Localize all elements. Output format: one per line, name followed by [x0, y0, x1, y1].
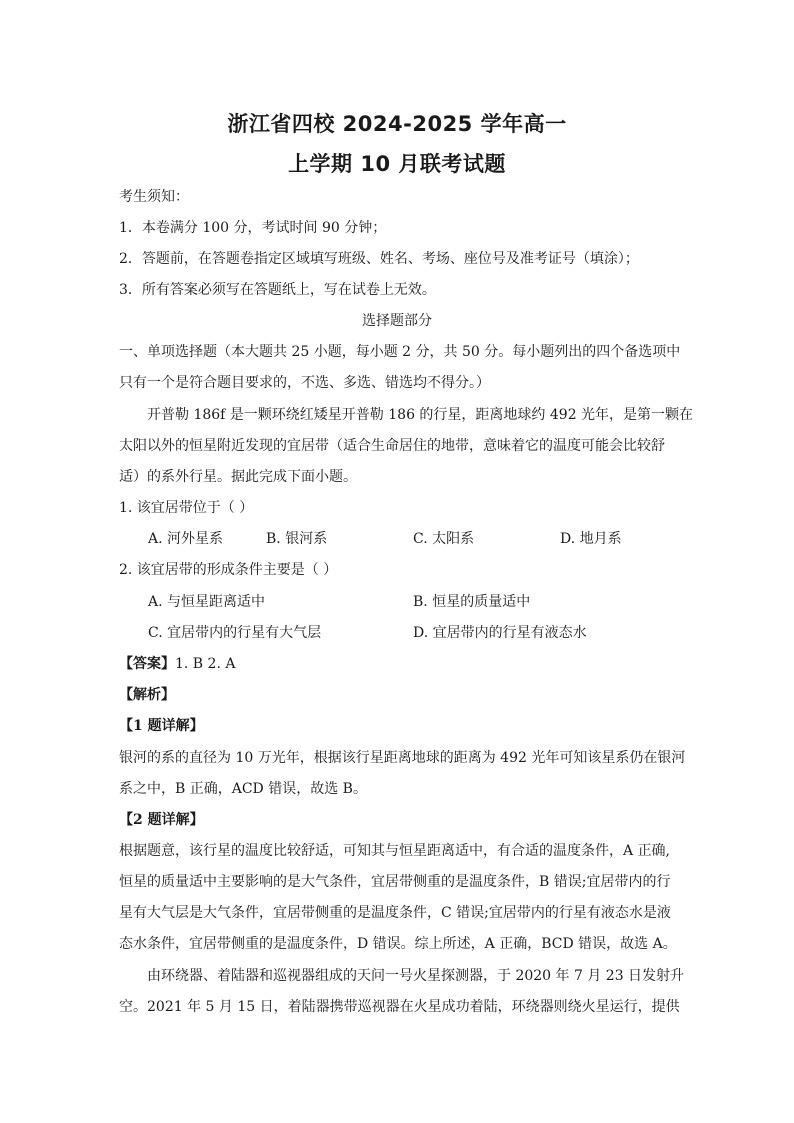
- part1-instructions-line1: 一、单项选择题（本大题共 25 小题，每小题 2 分，共 50 分。每小题列出的四个备选项中: [119, 344, 681, 360]
- notice-item-2: 2．答题前，在答题卷指定区域填写班级、姓名、考场、座位号及准考证号（填涂）；: [119, 251, 639, 267]
- part1-instructions-line2: 只有一个是符合题目要求的，不选、多选、错选均不得分。）: [119, 375, 490, 391]
- question-2-option-c: C. 宜居带内的行星有大气层: [148, 625, 322, 641]
- page-title: 浙江省四校 2024-2025 学年高一: [227, 112, 567, 136]
- detail-2-label: 【2 题详解】: [119, 812, 204, 828]
- passage2-line2: 空。2021 年 5 月 15 日，着陆器携带巡视器在火星成功着陆，环绕器则绕火星运行，提供: [119, 999, 680, 1015]
- notice-heading: 考生须知：: [119, 189, 189, 205]
- question-1-stem: 1. 该宜居带位于（ ）: [119, 500, 254, 516]
- passage1-line3: 适）的系外行星。据此完成下面小题。: [119, 469, 357, 485]
- question-2-option-b: B. 恒星的质量适中: [413, 594, 531, 610]
- section-title: 选择题部分: [362, 313, 432, 329]
- passage1-line2: 太阳以外的恒星附近发现的宜居带（适合生命居住的地带，意味着它的温度可能会比较舒: [119, 438, 665, 454]
- detail-2-line4: 态水条件，宜居带侧重的是温度条件，D 错误。综上所述，A 正确，BCD 错误，故选 A。: [119, 936, 677, 952]
- question-1-option-c: C. 太阳系: [413, 531, 475, 547]
- question-2-option-a: A. 与恒星距离适中: [148, 594, 266, 610]
- notice-item-3: 3．所有答案必须写在答题纸上，写在试卷上无效。: [119, 282, 436, 298]
- notice-item-1: 1．本卷满分 100 分，考试时间 90 分钟；: [119, 220, 387, 236]
- question-2-option-d: D. 宜居带内的行星有液态水: [413, 625, 587, 641]
- question-1-option-b: B. 银河系: [266, 531, 328, 547]
- passage2-line1: 由环绕器、着陆器和巡视器组成的天问一号火星探测器，于 2020 年 7 月 23 日发射升: [147, 968, 685, 984]
- detail-2-line3: 星有大气层是大气条件，宜居带侧重的是温度条件，C 错误;宜居带内的行星有液态水是液: [119, 905, 671, 921]
- question-1-option-a: A. 河外星系: [148, 531, 224, 547]
- detail-2-line1: 根据题意，该行星的温度比较舒适，可知其与恒星距离适中，有合适的温度条件，A 正确,: [119, 843, 671, 859]
- detail-1-line2: 系之中，B 正确，ACD 错误，故选 B。: [119, 781, 367, 797]
- detail-1-line1: 银河的系的直径为 10 万光年，根据该行星距离地球的距离为 492 光年可知该星系仍在银河: [119, 750, 686, 766]
- detail-1-label: 【1 题详解】: [119, 718, 204, 734]
- question-2-stem: 2. 该宜居带的形成条件主要是（ ）: [119, 562, 338, 578]
- passage1-line1: 开普勒 186f 是一颗环绕红矮星开普勒 186 的行星，距离地球约 492 光年，是第一颗在: [147, 407, 694, 423]
- answer-text: 1. B 2. A: [175, 656, 236, 672]
- answer-label: 【答案】: [119, 656, 175, 672]
- question-1-option-d: D. 地月系: [560, 531, 622, 547]
- answer-line: [119, 654, 235, 674]
- page-subtitle: 上学期 10 月联考试题: [288, 152, 506, 176]
- analysis-label: 【解析】: [119, 687, 175, 703]
- detail-2-line2: 恒星的质量适中主要影响的是大气条件，宜居带侧重的是温度条件，B 错误;宜居带内的行: [119, 874, 671, 890]
